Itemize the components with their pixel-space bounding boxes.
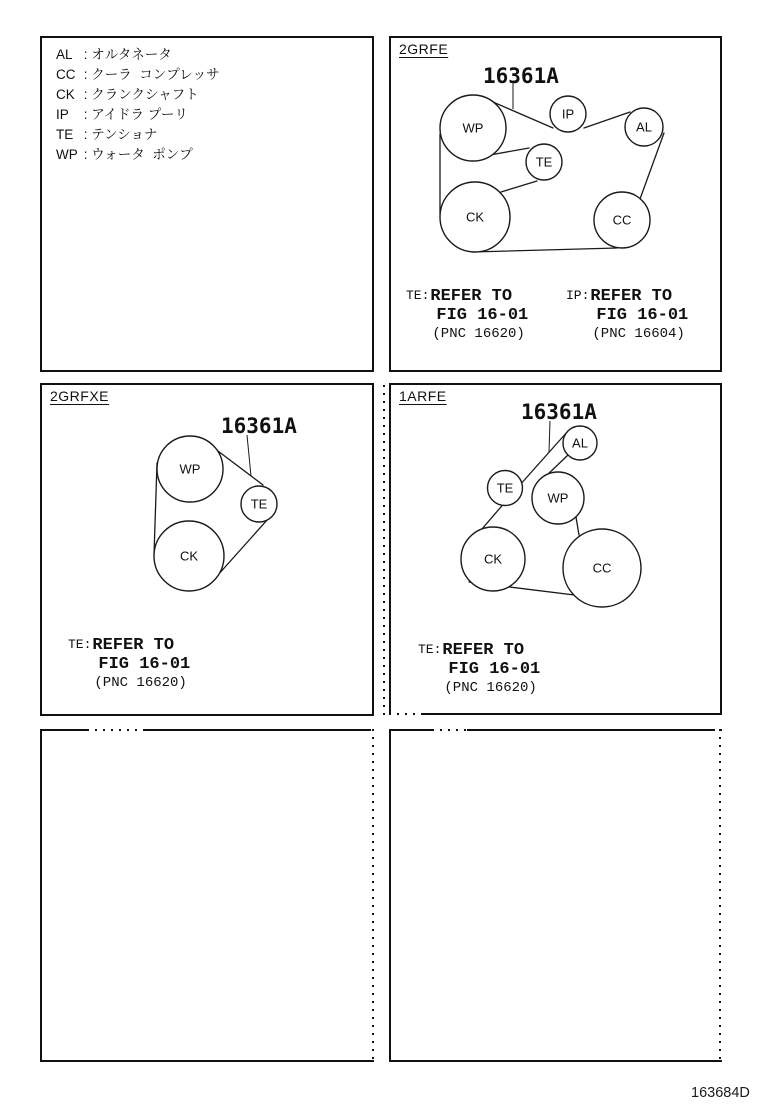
legend-code: TE — [56, 127, 74, 142]
belt-line — [501, 181, 537, 192]
note-fig-line: FIG 16-01 — [596, 306, 689, 325]
refer-note-te — [418, 641, 540, 698]
note-pnc-line: (PNC 16620) — [432, 326, 525, 342]
leader-line — [549, 421, 550, 452]
note-prefix: TE: — [68, 637, 92, 652]
legend-separator: : — [80, 147, 92, 162]
grid-dotted-line — [372, 729, 374, 1062]
pulley-label: TE — [535, 154, 553, 170]
panel-border-segment — [467, 729, 713, 731]
pulley-label: CK — [483, 551, 503, 567]
refer-note-te — [406, 287, 528, 344]
panel-border-segment — [389, 729, 432, 731]
pulley-label: WP — [462, 120, 484, 136]
pulley-label: IP — [561, 106, 575, 122]
note-refer-line: REFER TO — [92, 636, 175, 655]
grid-dotted-segment — [432, 729, 467, 731]
belt-line — [576, 517, 579, 535]
panel-empty-right — [389, 729, 722, 1062]
note-prefix: TE: — [418, 642, 442, 657]
legend-item-wp — [56, 145, 220, 165]
note-prefix: TE: — [406, 288, 430, 303]
belt-line — [472, 248, 617, 252]
legend-name: オルタネータ — [91, 47, 172, 62]
note-refer-line: REFER TO — [442, 641, 525, 660]
panel-2grfxe — [40, 383, 374, 716]
note-fig-line: FIG 16-01 — [436, 306, 529, 325]
pulley-label: AL — [572, 435, 588, 451]
pulley-label: CK — [465, 209, 485, 225]
legend-item-al — [56, 45, 220, 65]
part-number-callout[interactable]: 16361A — [483, 64, 559, 88]
pulley-label: WP — [179, 461, 201, 477]
note-pnc-line: (PNC 16620) — [94, 675, 187, 691]
engine-code-title: 1ARFE — [399, 388, 447, 404]
pulley-label: TE — [250, 496, 268, 512]
grid-dotted-segment — [87, 729, 143, 731]
panel-2grfe — [389, 36, 722, 372]
leader-line — [247, 435, 251, 476]
legend-item-ip — [56, 105, 220, 125]
panel-border-segment — [40, 729, 87, 731]
panel-border-segment — [422, 713, 722, 715]
legend-code: CC — [56, 67, 76, 82]
refer-note-ip — [566, 287, 688, 344]
legend-separator: : — [80, 67, 92, 82]
panel-border-segment — [143, 729, 371, 731]
part-number-callout[interactable]: 16361A — [221, 414, 297, 438]
panel-empty-left — [40, 729, 374, 1062]
legend-name: ウォータ ポンプ — [91, 147, 193, 162]
refer-note-te — [68, 636, 190, 693]
legend-separator: : — [80, 107, 92, 122]
legend-name: クーラ コンプレッサ — [91, 67, 220, 82]
note-refer-line: REFER TO — [430, 287, 513, 306]
legend-code: IP — [56, 107, 69, 122]
pulley-legend — [56, 45, 220, 165]
legend-item-te — [56, 125, 220, 145]
panel-1arfe — [389, 383, 722, 714]
pulley-label: AL — [636, 119, 652, 135]
legend-code: AL — [56, 47, 73, 62]
pulley-label: TE — [496, 480, 514, 496]
note-prefix: IP: — [566, 288, 590, 303]
note-pnc-line: (PNC 16604) — [592, 326, 685, 342]
note-fig-line: FIG 16-01 — [448, 660, 541, 679]
pulley-label: CK — [179, 548, 199, 564]
part-number-callout[interactable]: 16361A — [521, 400, 597, 424]
grid-dotted-line — [383, 385, 385, 716]
figure-code: 163684D — [691, 1085, 750, 1101]
pulley-label: CC — [592, 560, 612, 576]
note-refer-line: REFER TO — [590, 287, 673, 306]
note-pnc-line: (PNC 16620) — [444, 680, 537, 696]
pulley-label: WP — [547, 490, 569, 506]
engine-code-title: 2GRFXE — [50, 388, 110, 404]
legend-name: テンショナ — [91, 127, 158, 142]
belt-line — [584, 112, 630, 128]
legend-separator: : — [80, 87, 92, 102]
legend-item-ck — [56, 85, 220, 105]
legend-code: CK — [56, 87, 75, 102]
note-fig-line: FIG 16-01 — [98, 655, 191, 674]
pulley-label: CC — [612, 212, 632, 228]
legend-separator: : — [80, 127, 92, 142]
grid-dotted-segment — [389, 713, 422, 715]
engine-code-title: 2GRFE — [399, 41, 449, 57]
legend-name: アイドラ プーリ — [91, 107, 188, 122]
legend-name: クランクシャフト — [91, 87, 199, 102]
legend-separator: : — [80, 47, 92, 62]
grid-dotted-line — [719, 729, 721, 1062]
legend-item-cc — [56, 65, 220, 85]
panel-legend — [40, 36, 374, 372]
legend-code: WP — [56, 147, 78, 162]
